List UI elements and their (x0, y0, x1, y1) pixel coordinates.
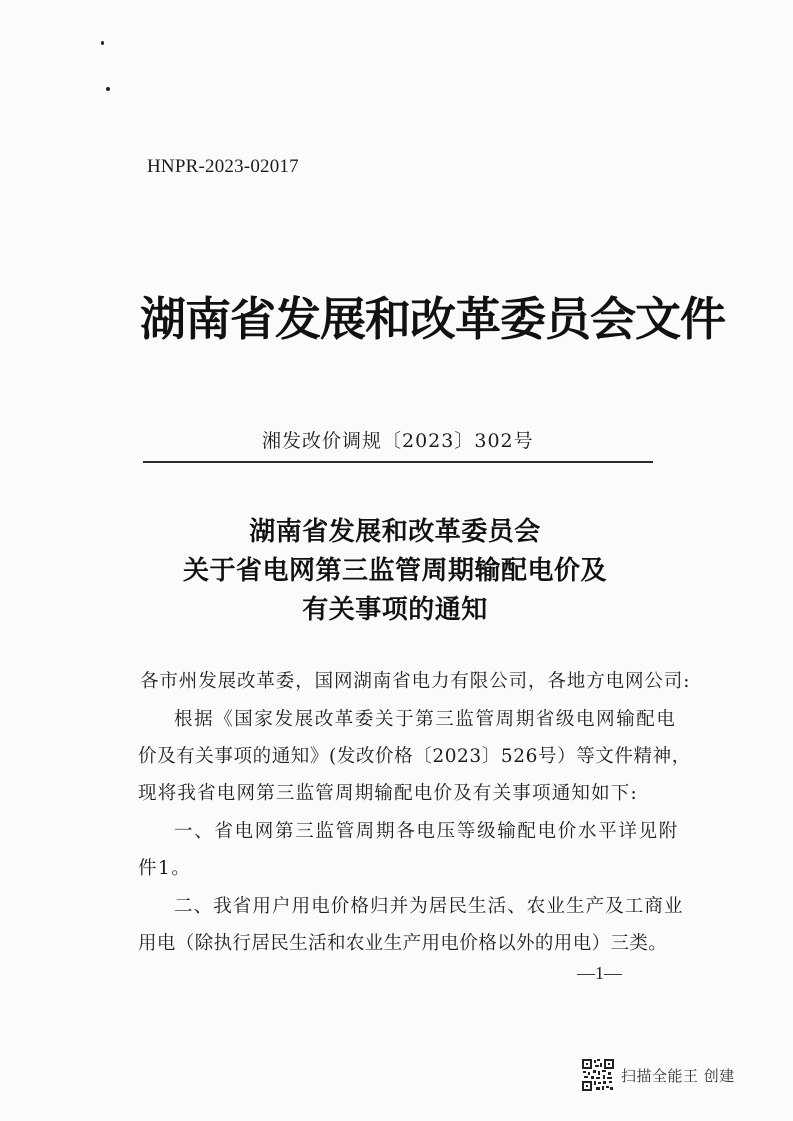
addressee-line: 各市州发展改革委，国网湖南省电力有限公司，各地方电网公司: (140, 671, 691, 692)
document-number: HNPR-2023-02017 (147, 156, 299, 177)
file-number: 湘发改价调规〔2023〕302号 (262, 430, 534, 452)
paragraph-3-line-2: 用电（除执行居民生活和农业生产用电价格以外的用电）三类。 (138, 933, 668, 954)
issuer-heading: 湖南省发展和改革委员会文件 (140, 292, 725, 346)
watermark-text: 扫描全能王 创建 (621, 1066, 735, 1085)
paragraph-1-line-1: 根据《国家发展改革委关于第三监管周期省级电网输配电 (174, 709, 677, 730)
scan-speck (101, 41, 104, 45)
paragraph-2-line-1: 一、省电网第三监管周期各电压等级输配电价水平详见附 (174, 821, 680, 842)
paragraph-1-line-3: 现将我省电网第三监管周期输配电价及有关事项通知如下: (138, 783, 638, 804)
qr-code-icon (581, 1058, 615, 1092)
page-number: —1— (577, 963, 622, 983)
title-line-1: 湖南省发展和改革委员会 (249, 517, 541, 547)
scanner-watermark (581, 1058, 735, 1092)
paragraph-3-line-1: 二、我省用户用电价格归并为居民生活、农业生产及工商业 (174, 896, 684, 917)
paragraph-1-line-2: 价及有关事项的通知》(发改价格〔2023〕526号）等文件精神， (138, 746, 691, 767)
scan-speck (106, 87, 110, 91)
title-line-3: 有关事项的通知 (302, 595, 488, 625)
header-divider (143, 461, 653, 463)
paragraph-2-line-2: 件1。 (138, 858, 192, 879)
title-line-2: 关于省电网第三监管周期输配电价及 (182, 556, 607, 586)
